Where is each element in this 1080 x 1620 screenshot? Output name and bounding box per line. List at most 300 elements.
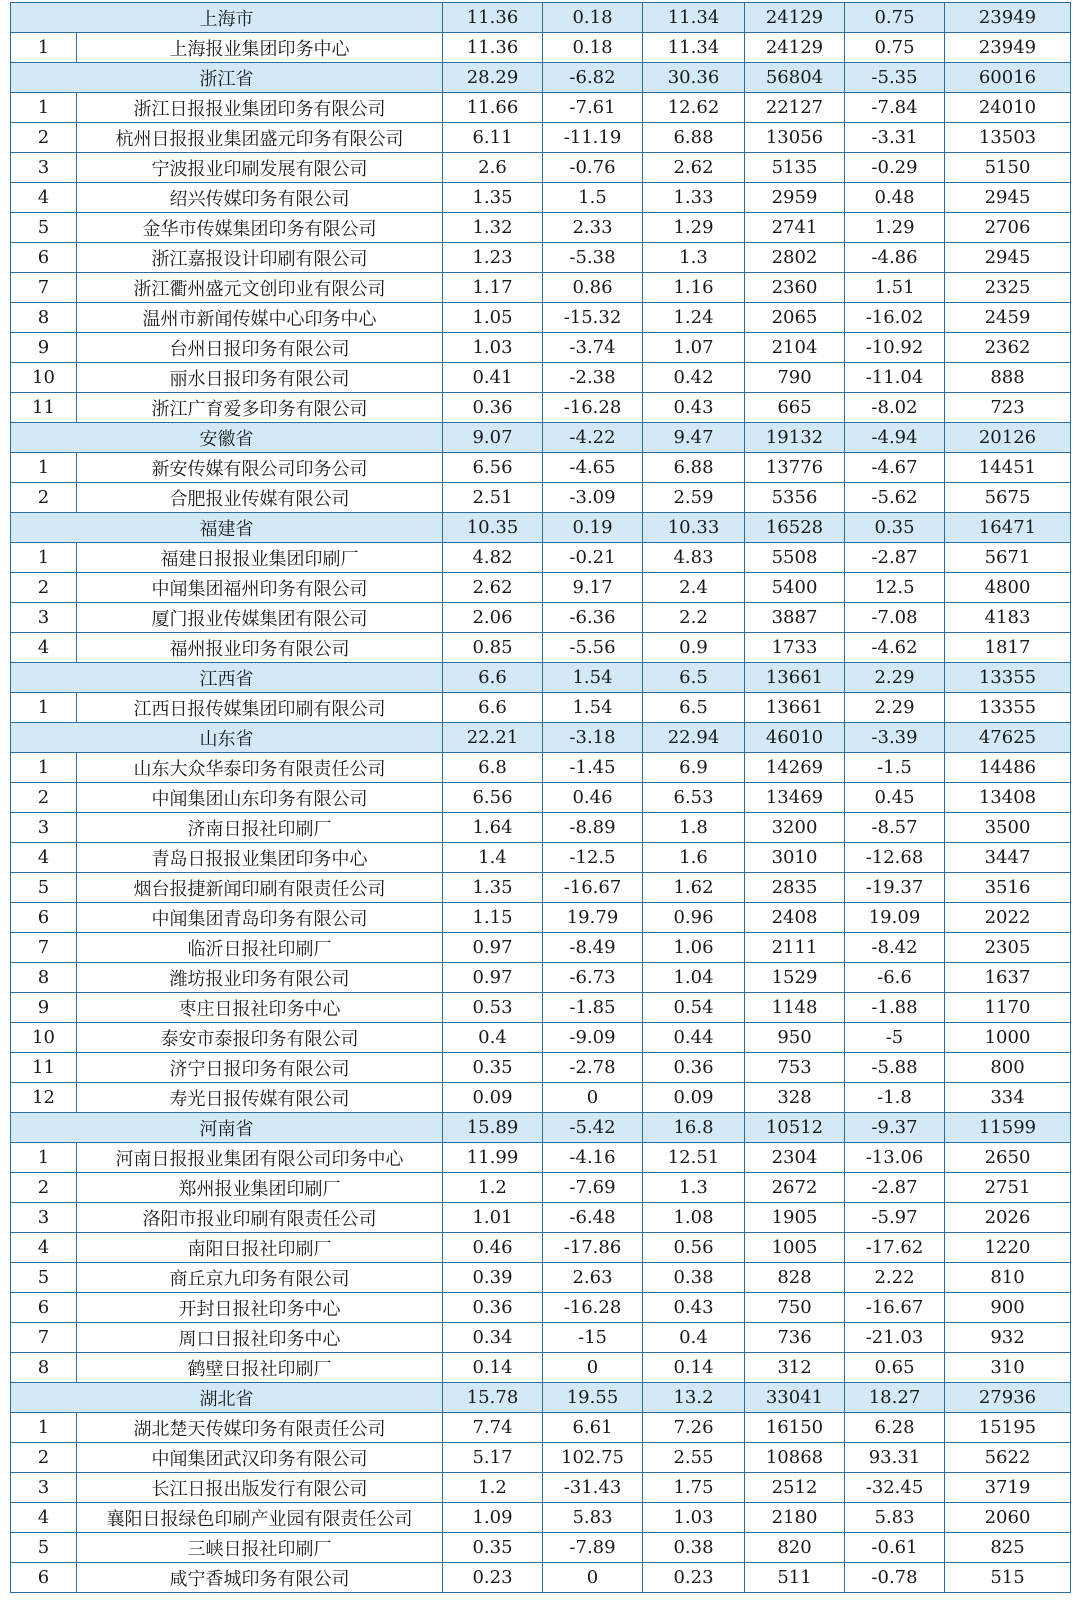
value-cell: 1.15	[443, 903, 543, 933]
company-name-cell: 温州市新闻传媒中心印务中心	[77, 303, 443, 333]
rank-cell: 5	[11, 873, 77, 903]
value-cell: 16528	[745, 513, 845, 543]
rank-cell: 4	[11, 843, 77, 873]
table-row	[11, 1443, 1071, 1473]
value-cell: -1.88	[845, 993, 945, 1023]
value-cell: -13.06	[845, 1143, 945, 1173]
printing-volume-table	[10, 2, 1071, 1593]
value-cell: 800	[945, 1053, 1071, 1083]
table-row	[11, 963, 1071, 993]
company-name-cell: 山东大众华泰印务有限责任公司	[77, 753, 443, 783]
value-cell: 310	[945, 1353, 1071, 1383]
company-name-cell: 福州报业印务有限公司	[77, 633, 443, 663]
value-cell: 13503	[945, 123, 1071, 153]
rank-cell: 3	[11, 1203, 77, 1233]
value-cell: 1.03	[443, 333, 543, 363]
table-row	[11, 153, 1071, 183]
value-cell: 2.33	[543, 213, 643, 243]
value-cell: 23949	[945, 3, 1071, 33]
table-row	[11, 603, 1071, 633]
value-cell: -5.97	[845, 1203, 945, 1233]
value-cell: 1.29	[643, 213, 745, 243]
value-cell: 2065	[745, 303, 845, 333]
value-cell: 2325	[945, 273, 1071, 303]
value-cell: 2.62	[443, 573, 543, 603]
value-cell: 0.46	[443, 1233, 543, 1263]
rank-cell: 2	[11, 573, 77, 603]
table-row	[11, 753, 1071, 783]
value-cell: 6.6	[443, 693, 543, 723]
value-cell: -0.21	[543, 543, 643, 573]
table-row	[11, 993, 1071, 1023]
company-name-cell: 台州日报印务有限公司	[77, 333, 443, 363]
value-cell: 16471	[945, 513, 1071, 543]
value-cell: 2945	[945, 243, 1071, 273]
value-cell: 23949	[945, 33, 1071, 63]
value-cell: 1148	[745, 993, 845, 1023]
table-row	[11, 1473, 1071, 1503]
value-cell: 2945	[945, 183, 1071, 213]
value-cell: -7.84	[845, 93, 945, 123]
value-cell: 0.36	[643, 1053, 745, 1083]
value-cell: -3.39	[845, 723, 945, 753]
province-row	[11, 1113, 1071, 1143]
rank-cell: 10	[11, 1023, 77, 1053]
table-row	[11, 813, 1071, 843]
company-name-cell: 江西日报传媒集团印刷有限公司	[77, 693, 443, 723]
company-name-cell: 杭州日报报业集团盛元印务有限公司	[77, 123, 443, 153]
value-cell: 0.43	[643, 1293, 745, 1323]
company-name-cell: 厦门报业传媒集团有限公司	[77, 603, 443, 633]
value-cell: 825	[945, 1533, 1071, 1563]
value-cell: 0.48	[845, 183, 945, 213]
value-cell: 6.6	[443, 663, 543, 693]
value-cell: 1.64	[443, 813, 543, 843]
rank-cell: 7	[11, 933, 77, 963]
value-cell: -4.65	[543, 453, 643, 483]
value-cell: 3010	[745, 843, 845, 873]
value-cell: -0.61	[845, 1533, 945, 1563]
value-cell: 60016	[945, 63, 1071, 93]
value-cell: 5.17	[443, 1443, 543, 1473]
value-cell: 1.6	[643, 843, 745, 873]
company-name-cell: 济宁日报印务有限公司	[77, 1053, 443, 1083]
value-cell: 5150	[945, 153, 1071, 183]
value-cell: -5.56	[543, 633, 643, 663]
value-cell: -7.69	[543, 1173, 643, 1203]
value-cell: -1.45	[543, 753, 643, 783]
table-row	[11, 183, 1071, 213]
value-cell: 28.29	[443, 63, 543, 93]
rank-cell: 5	[11, 1263, 77, 1293]
value-cell: -1.85	[543, 993, 643, 1023]
company-name-cell: 鹤壁日报社印刷厂	[77, 1353, 443, 1383]
value-cell: 1170	[945, 993, 1071, 1023]
value-cell: 20126	[945, 423, 1071, 453]
value-cell: -2.87	[845, 1173, 945, 1203]
value-cell: 12.5	[845, 573, 945, 603]
value-cell: 0.14	[443, 1353, 543, 1383]
value-cell: 10.33	[643, 513, 745, 543]
value-cell: 790	[745, 363, 845, 393]
value-cell: 11.34	[643, 3, 745, 33]
company-name-cell: 浙江日报报业集团印务有限公司	[77, 93, 443, 123]
value-cell: 0.23	[443, 1563, 543, 1593]
value-cell: 12.51	[643, 1143, 745, 1173]
value-cell: 0.96	[643, 903, 745, 933]
value-cell: 6.56	[443, 783, 543, 813]
value-cell: 6.28	[845, 1413, 945, 1443]
company-name-cell: 南阳日报社印刷厂	[77, 1233, 443, 1263]
value-cell: 2.06	[443, 603, 543, 633]
value-cell: 5508	[745, 543, 845, 573]
company-name-cell: 新安传媒有限公司印务公司	[77, 453, 443, 483]
value-cell: -4.86	[845, 243, 945, 273]
value-cell: 2.22	[845, 1263, 945, 1293]
value-cell: 15195	[945, 1413, 1071, 1443]
value-cell: 515	[945, 1563, 1071, 1593]
value-cell: 9.47	[643, 423, 745, 453]
value-cell: 9.07	[443, 423, 543, 453]
value-cell: -11.19	[543, 123, 643, 153]
value-cell: 47625	[945, 723, 1071, 753]
company-name-cell: 寿光日报传媒有限公司	[77, 1083, 443, 1113]
value-cell: -9.09	[543, 1023, 643, 1053]
value-cell: 4.82	[443, 543, 543, 573]
value-cell: 19.55	[543, 1383, 643, 1413]
value-cell: 1.07	[643, 333, 745, 363]
value-cell: -3.31	[845, 123, 945, 153]
value-cell: -21.03	[845, 1323, 945, 1353]
value-cell: 6.5	[643, 663, 745, 693]
value-cell: 2111	[745, 933, 845, 963]
value-cell: 15.89	[443, 1113, 543, 1143]
value-cell: 10.35	[443, 513, 543, 543]
value-cell: 0.54	[643, 993, 745, 1023]
value-cell: 2751	[945, 1173, 1071, 1203]
value-cell: 2.51	[443, 483, 543, 513]
company-name-cell: 郑州报业集团印刷厂	[77, 1173, 443, 1203]
value-cell: 0.09	[443, 1083, 543, 1113]
table-row	[11, 783, 1071, 813]
value-cell: -32.45	[845, 1473, 945, 1503]
table-row	[11, 93, 1071, 123]
value-cell: 6.88	[643, 123, 745, 153]
table-row	[11, 843, 1071, 873]
rank-cell: 3	[11, 153, 77, 183]
company-name-cell: 襄阳日报绿色印刷产业园有限责任公司	[77, 1503, 443, 1533]
value-cell: 0.38	[643, 1263, 745, 1293]
table-row	[11, 243, 1071, 273]
value-cell: 2650	[945, 1143, 1071, 1173]
value-cell: 1220	[945, 1233, 1071, 1263]
value-cell: -16.67	[543, 873, 643, 903]
value-cell: 13469	[745, 783, 845, 813]
value-cell: 2.2	[643, 603, 745, 633]
value-cell: 1.16	[643, 273, 745, 303]
value-cell: 1.2	[443, 1173, 543, 1203]
company-name-cell: 烟台报捷新闻印刷有限责任公司	[77, 873, 443, 903]
value-cell: 1.32	[443, 213, 543, 243]
province-row	[11, 423, 1071, 453]
value-cell: -7.08	[845, 603, 945, 633]
rank-cell: 6	[11, 903, 77, 933]
value-cell: -8.42	[845, 933, 945, 963]
rank-cell: 1	[11, 93, 77, 123]
value-cell: 1.17	[443, 273, 543, 303]
value-cell: -15.32	[543, 303, 643, 333]
value-cell: 5671	[945, 543, 1071, 573]
table-row	[11, 1173, 1071, 1203]
value-cell: 14486	[945, 753, 1071, 783]
rank-cell: 2	[11, 483, 77, 513]
value-cell: 1.8	[643, 813, 745, 843]
value-cell: 6.9	[643, 753, 745, 783]
value-cell: 1.5	[543, 183, 643, 213]
value-cell: -6.6	[845, 963, 945, 993]
value-cell: 19.79	[543, 903, 643, 933]
value-cell: 2.55	[643, 1443, 745, 1473]
table-row	[11, 333, 1071, 363]
value-cell: 13408	[945, 783, 1071, 813]
rank-cell: 3	[11, 813, 77, 843]
value-cell: 7.74	[443, 1413, 543, 1443]
value-cell: 2.59	[643, 483, 745, 513]
value-cell: 15.78	[443, 1383, 543, 1413]
value-cell: 3887	[745, 603, 845, 633]
value-cell: 334	[945, 1083, 1071, 1113]
company-name-cell: 宁波报业印刷发展有限公司	[77, 153, 443, 183]
value-cell: 753	[745, 1053, 845, 1083]
rank-cell: 10	[11, 363, 77, 393]
value-cell: 0.38	[643, 1533, 745, 1563]
rank-cell: 1	[11, 1143, 77, 1173]
company-name-cell: 浙江嘉报设计印刷有限公司	[77, 243, 443, 273]
value-cell: -17.62	[845, 1233, 945, 1263]
rank-cell: 1	[11, 1413, 77, 1443]
value-cell: 665	[745, 393, 845, 423]
value-cell: 0.45	[845, 783, 945, 813]
value-cell: 810	[945, 1263, 1071, 1293]
company-name-cell: 开封日报社印务中心	[77, 1293, 443, 1323]
value-cell: -5.88	[845, 1053, 945, 1083]
value-cell: 0.34	[443, 1323, 543, 1353]
value-cell: 328	[745, 1083, 845, 1113]
value-cell: 1637	[945, 963, 1071, 993]
value-cell: 24129	[745, 3, 845, 33]
value-cell: -4.62	[845, 633, 945, 663]
value-cell: 0.42	[643, 363, 745, 393]
province-row	[11, 3, 1071, 33]
table-row	[11, 363, 1071, 393]
rank-cell: 11	[11, 393, 77, 423]
value-cell: 2304	[745, 1143, 845, 1173]
table-row	[11, 1503, 1071, 1533]
table-row	[11, 483, 1071, 513]
value-cell: 27936	[945, 1383, 1071, 1413]
company-name-cell: 丽水日报印务有限公司	[77, 363, 443, 393]
value-cell: 1.33	[643, 183, 745, 213]
rank-cell: 7	[11, 1323, 77, 1353]
value-cell: 820	[745, 1533, 845, 1563]
value-cell: 3200	[745, 813, 845, 843]
value-cell: -8.57	[845, 813, 945, 843]
table-row	[11, 393, 1071, 423]
rank-cell: 3	[11, 1473, 77, 1503]
rank-cell: 6	[11, 243, 77, 273]
value-cell: -12.68	[845, 843, 945, 873]
company-name-cell: 三峡日报社印刷厂	[77, 1533, 443, 1563]
value-cell: 1.09	[443, 1503, 543, 1533]
value-cell: 5622	[945, 1443, 1071, 1473]
value-cell: 13.2	[643, 1383, 745, 1413]
value-cell: 5.83	[845, 1503, 945, 1533]
value-cell: 13661	[745, 663, 845, 693]
value-cell: 6.8	[443, 753, 543, 783]
value-cell: 0	[543, 1083, 643, 1113]
value-cell: 0.41	[443, 363, 543, 393]
value-cell: 56804	[745, 63, 845, 93]
value-cell: -16.28	[543, 393, 643, 423]
value-cell: 2835	[745, 873, 845, 903]
value-cell: 0.97	[443, 963, 543, 993]
value-cell: 2706	[945, 213, 1071, 243]
value-cell: 4.83	[643, 543, 745, 573]
value-cell: 2802	[745, 243, 845, 273]
value-cell: 1.01	[443, 1203, 543, 1233]
table-row	[11, 1053, 1071, 1083]
value-cell: 4183	[945, 603, 1071, 633]
value-cell: 5135	[745, 153, 845, 183]
value-cell: 1.29	[845, 213, 945, 243]
value-cell: 0.65	[845, 1353, 945, 1383]
company-name-cell: 中闻集团山东印务有限公司	[77, 783, 443, 813]
table-row	[11, 1353, 1071, 1383]
province-name-cell: 上海市	[11, 3, 443, 33]
value-cell: 0.36	[443, 1293, 543, 1323]
value-cell: -6.82	[543, 63, 643, 93]
value-cell: 2305	[945, 933, 1071, 963]
value-cell: -0.78	[845, 1563, 945, 1593]
value-cell: 102.75	[543, 1443, 643, 1473]
rank-cell: 6	[11, 1563, 77, 1593]
value-cell: -5.42	[543, 1113, 643, 1143]
company-name-cell: 合肥报业传媒有限公司	[77, 483, 443, 513]
value-cell: 723	[945, 393, 1071, 423]
value-cell: -11.04	[845, 363, 945, 393]
value-cell: 3447	[945, 843, 1071, 873]
value-cell: -4.67	[845, 453, 945, 483]
value-cell: 2180	[745, 1503, 845, 1533]
value-cell: -31.43	[543, 1473, 643, 1503]
value-cell: 888	[945, 363, 1071, 393]
company-name-cell: 商丘京九印务有限公司	[77, 1263, 443, 1293]
value-cell: 16150	[745, 1413, 845, 1443]
company-name-cell: 枣庄日报社印务中心	[77, 993, 443, 1023]
rank-cell: 4	[11, 1233, 77, 1263]
table-row	[11, 1263, 1071, 1293]
value-cell: 1.4	[443, 843, 543, 873]
table-row	[11, 33, 1071, 63]
table-row	[11, 303, 1071, 333]
value-cell: 24129	[745, 33, 845, 63]
value-cell: -3.74	[543, 333, 643, 363]
rank-cell: 5	[11, 213, 77, 243]
value-cell: 5400	[745, 573, 845, 603]
company-name-cell: 浙江衢州盛元文创印业有限公司	[77, 273, 443, 303]
value-cell: 2.63	[543, 1263, 643, 1293]
value-cell: 2.6	[443, 153, 543, 183]
value-cell: 2026	[945, 1203, 1071, 1233]
value-cell: 93.31	[845, 1443, 945, 1473]
value-cell: -2.87	[845, 543, 945, 573]
table-body	[11, 3, 1071, 1593]
value-cell: 5356	[745, 483, 845, 513]
company-name-cell: 长江日报出版发行有限公司	[77, 1473, 443, 1503]
value-cell: -1.8	[845, 1083, 945, 1113]
value-cell: 2408	[745, 903, 845, 933]
value-cell: 0.56	[643, 1233, 745, 1263]
value-cell: 1.08	[643, 1203, 745, 1233]
value-cell: 1.2	[443, 1473, 543, 1503]
value-cell: 30.36	[643, 63, 745, 93]
value-cell: -5.38	[543, 243, 643, 273]
value-cell: 16.8	[643, 1113, 745, 1143]
table-row	[11, 1323, 1071, 1353]
value-cell: 10512	[745, 1113, 845, 1143]
value-cell: 0.35	[845, 513, 945, 543]
value-cell: 6.53	[643, 783, 745, 813]
value-cell: 0.4	[443, 1023, 543, 1053]
value-cell: 0.46	[543, 783, 643, 813]
value-cell: -8.89	[543, 813, 643, 843]
value-cell: 9.17	[543, 573, 643, 603]
table-row	[11, 543, 1071, 573]
company-name-cell: 洛阳市报业印刷有限责任公司	[77, 1203, 443, 1233]
rank-cell: 2	[11, 1443, 77, 1473]
rank-cell: 12	[11, 1083, 77, 1113]
value-cell: 0.9	[643, 633, 745, 663]
table-row	[11, 1233, 1071, 1263]
company-name-cell: 浙江广育爱多印务有限公司	[77, 393, 443, 423]
rank-cell: 1	[11, 33, 77, 63]
value-cell: 6.5	[643, 693, 745, 723]
value-cell: -5	[845, 1023, 945, 1053]
company-name-cell: 潍坊报业印务有限公司	[77, 963, 443, 993]
value-cell: 0	[543, 1563, 643, 1593]
value-cell: 1529	[745, 963, 845, 993]
province-row	[11, 513, 1071, 543]
value-cell: 13355	[945, 663, 1071, 693]
value-cell: 1.23	[443, 243, 543, 273]
value-cell: 0.53	[443, 993, 543, 1023]
value-cell: 0.39	[443, 1263, 543, 1293]
value-cell: 0.18	[543, 3, 643, 33]
value-cell: 46010	[745, 723, 845, 753]
value-cell: -8.02	[845, 393, 945, 423]
value-cell: 511	[745, 1563, 845, 1593]
value-cell: 0.75	[845, 33, 945, 63]
table-row	[11, 1293, 1071, 1323]
value-cell: 3516	[945, 873, 1071, 903]
value-cell: 0.36	[443, 393, 543, 423]
rank-cell: 7	[11, 273, 77, 303]
company-name-cell: 周口日报社印务中心	[77, 1323, 443, 1353]
value-cell: 0.23	[643, 1563, 745, 1593]
table-row	[11, 1563, 1071, 1593]
value-cell: -16.02	[845, 303, 945, 333]
value-cell: 13776	[745, 453, 845, 483]
